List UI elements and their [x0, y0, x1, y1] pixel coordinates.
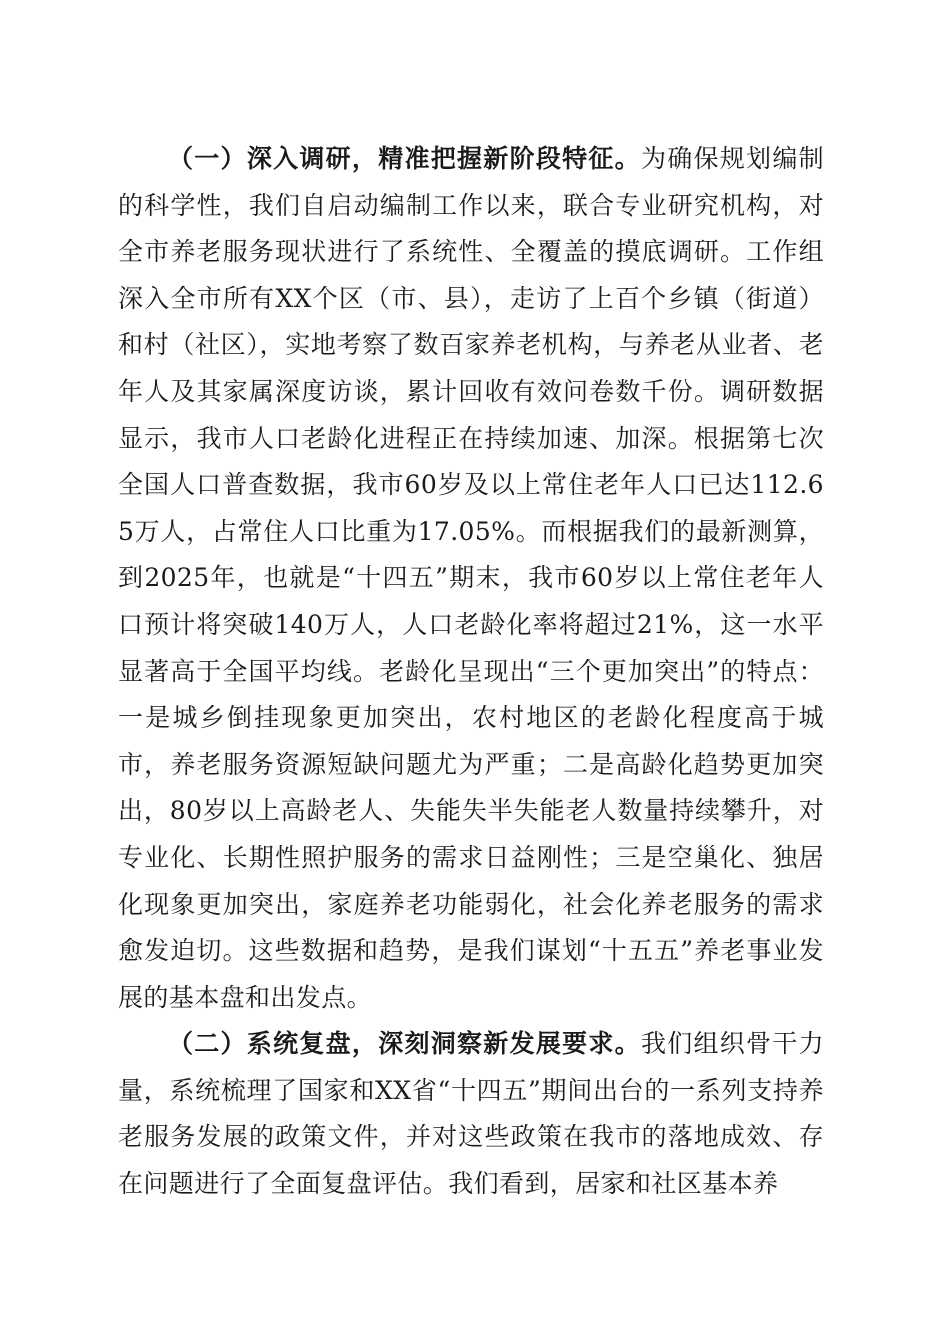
paragraph-1-heading: （一）深入调研，精准把握新阶段特征。 — [168, 144, 641, 173]
paragraph-1-text: 为确保规划编制的科学性，我们自启动编制工作以来，联合专业研究机构，对全市养老服务现状进行了系统性、全覆盖的摸底调研。工作组深入全市所有XX个区（市、县），走访了上百个乡镇（街道）和村（社区），实地考察了数百家养老机构，与养老从业者、老年人及其家属深度访谈，累计回收有效问卷数千份。调研数据显示，我市人口老龄化进程正在持续加速、加深。根据第七次全国人口普查数据，我市60岁及以上常住老年人口已达112.65万人，占常住人口比重为17.05%。而根据我们的最新测算，到2025年，也就是“十四五”期末，我市60岁以上常住老年人口预计将突破140万人，人口老龄化率将超过21%，这一水平显著高于全国平均线。老龄化呈现出“三个更加突出”的特点：一是城乡倒挂现象更加突出，农村地区的老龄化程度高于城市，养老服务资源短缺问题尤为严重；二是高龄化趋势更加突出，80岁以上高龄老人、失能失半失能老人数量持续攀升，对专业化、长期性照护服务的需求日益刚性；三是空巢化、独居化现象更加突出，家庭养老功能弱化，社会化养老服务的需求愈发迫切。这些数据和趋势，是我们谋划“十五五”养老事业发展的基本盘和出发点。 — [118, 144, 824, 1012]
paragraph-1 — [118, 136, 824, 1021]
paragraph-2 — [118, 1021, 824, 1207]
document-body — [118, 136, 824, 1208]
paragraph-2-heading: （二）系统复盘，深刻洞察新发展要求。 — [168, 1029, 641, 1059]
paragraph-2-text: 我们组织骨干力量，系统梳理了国家和XX省“十四五”期间出台的一系列支持养老服务发展的政策文件，并对这些政策在我市的落地成效、存在问题进行了全面复盘评估。我们看到，居家和社区基本养 — [118, 1029, 824, 1199]
